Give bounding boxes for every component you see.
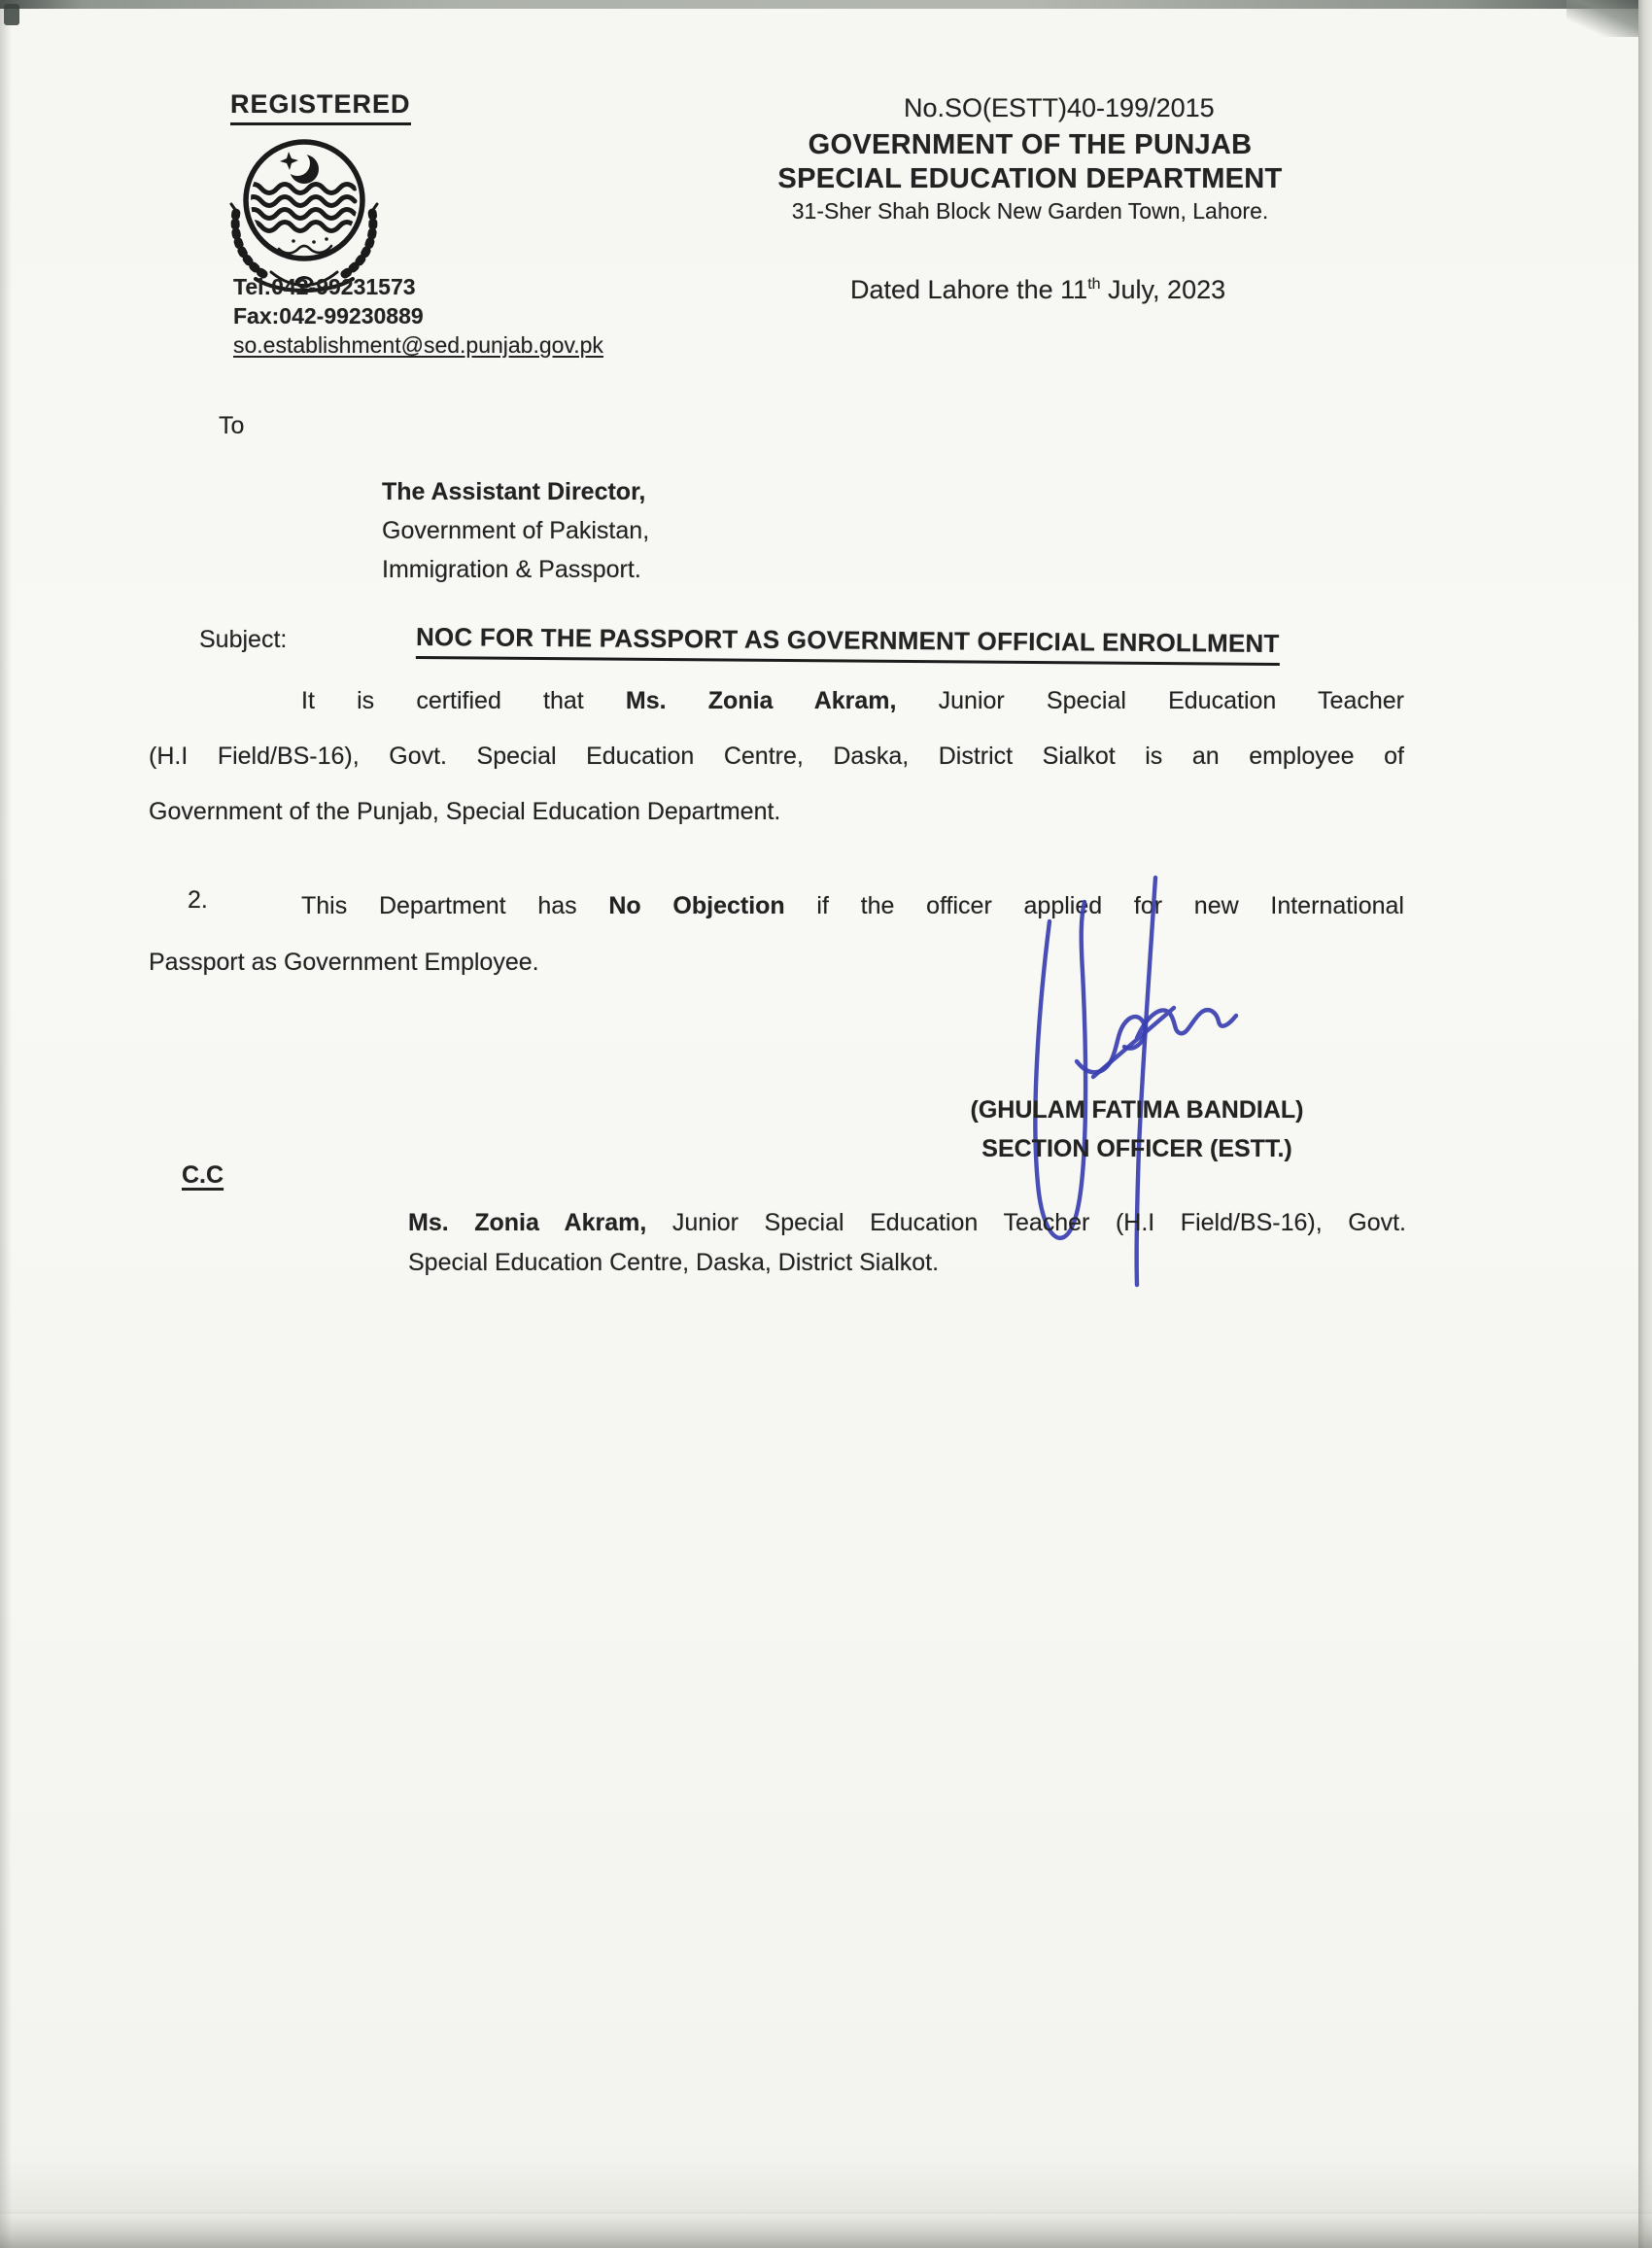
signatory-title: SECTION OFFICER (ESTT.) xyxy=(981,1135,1292,1162)
department-name-line2: SPECIAL EDUCATION DEPARTMENT xyxy=(777,163,1283,194)
cc-line-1 xyxy=(408,1203,1406,1243)
department-address: 31-Sher Shah Block New Garden Town, Lahore. xyxy=(791,198,1269,224)
cc-block xyxy=(408,1203,1406,1283)
scan-top-edge xyxy=(0,0,1652,9)
paragraph-2-number: 2. xyxy=(188,886,208,914)
subject-label: Subject: xyxy=(199,626,288,653)
scan-left-shadow xyxy=(0,0,12,2248)
para2-text-post: if the officer applied for new International xyxy=(784,892,1404,919)
scan-right-edge xyxy=(1638,0,1652,2248)
cc-employee-name: Ms. Zonia Akram, xyxy=(408,1209,647,1236)
subject-text: NOC FOR THE PASSPORT AS GOVERNMENT OFFICIAL ENROLLMENT xyxy=(416,622,1280,666)
signatory-block xyxy=(913,1090,1360,1168)
scan-bottom-soft-shadow xyxy=(0,2156,1652,2214)
recipient-org: Government of Pakistan, xyxy=(382,517,650,544)
paragraph-1 xyxy=(149,674,1404,840)
contact-email: so.establishment@sed.punjab.gov.pk xyxy=(233,332,603,358)
para2-no-objection: No Objection xyxy=(608,892,785,919)
registered-label: REGISTERED xyxy=(230,89,411,125)
recipient-dept: Immigration & Passport. xyxy=(382,556,641,583)
scan-corner-mark-top-left xyxy=(4,4,19,25)
para1-text-post: Junior Special Education Teacher xyxy=(896,687,1404,714)
signatory-name: (GHULAM FATIMA BANDIAL) xyxy=(970,1096,1304,1124)
date-ordinal-suffix: th xyxy=(1087,276,1101,293)
contact-tel: Tel:042-99231573 xyxy=(233,274,416,299)
to-label: To xyxy=(219,412,245,439)
reference-number: No.SO(ESTT)40-199/2015 xyxy=(904,93,1215,122)
date-rest: July, 2023 xyxy=(1100,275,1226,304)
recipient-name: The Assistant Director, xyxy=(382,478,646,505)
recipient-block xyxy=(382,472,649,589)
date-prefix: Dated Lahore the 11 xyxy=(850,275,1088,304)
para1-employee-name: Ms. Zonia Akram, xyxy=(625,687,897,714)
para1-text-pre: It is certified that xyxy=(301,687,626,714)
paragraph-2-line-2: Passport as Government Employee. xyxy=(149,949,539,976)
para2-text-pre: This Department has xyxy=(301,892,609,919)
cc-line-1-rest: Junior Special Education Teacher (H.I Field/BS-16), Govt. xyxy=(646,1209,1406,1236)
paragraph-1-line-2: (H.I Field/BS-16), Govt. Special Education Centre, Daska, District Sialkot is an employee of xyxy=(149,743,1404,770)
paragraph-1-line-3: Government of the Punjab, Special Education Department. xyxy=(149,798,781,825)
paragraph-1-line-1 xyxy=(149,674,1404,729)
department-name-line1: GOVERNMENT OF THE PUNJAB xyxy=(808,129,1253,160)
date-line xyxy=(850,275,1225,305)
scan-bottom-edge xyxy=(0,2209,1652,2248)
cc-label: C.C xyxy=(182,1161,224,1189)
cc-line-2: Special Education Centre, Daska, District Sialkot. xyxy=(408,1249,940,1276)
contact-fax: Fax:042-99230889 xyxy=(233,303,424,329)
